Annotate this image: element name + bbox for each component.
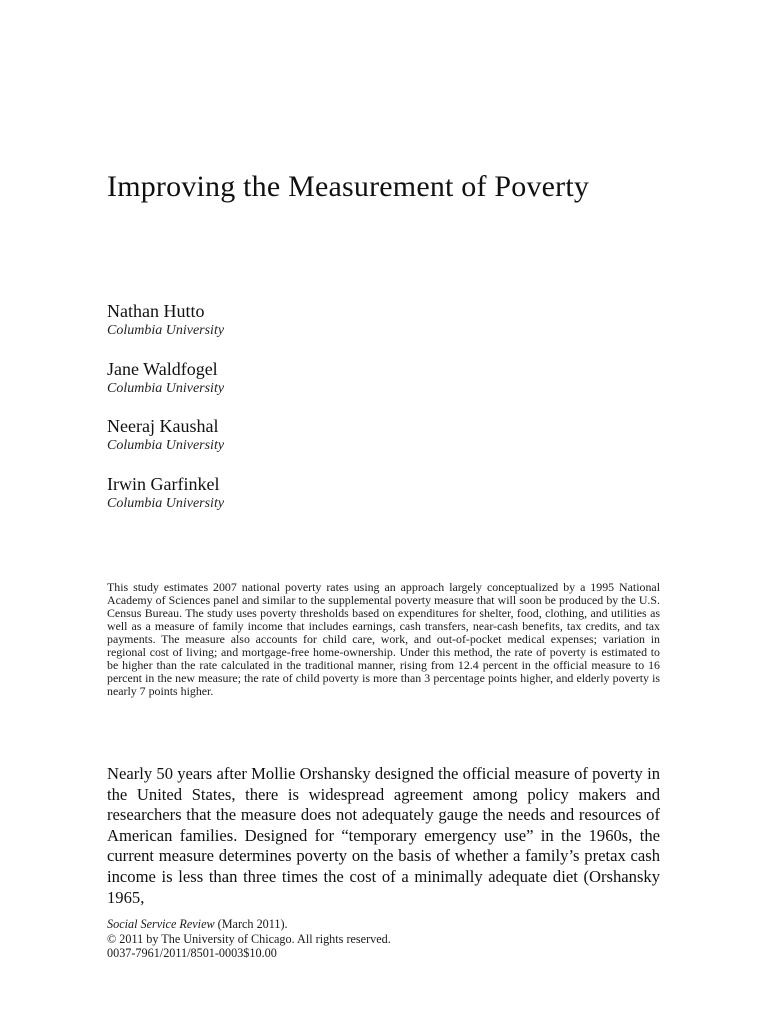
author-entry xyxy=(107,416,660,474)
author-name: Irwin Garfinkel xyxy=(107,473,220,494)
footer-citation xyxy=(107,917,660,961)
journal-name: Social Service Review xyxy=(107,917,215,931)
journal-issue: (March 2011). xyxy=(214,917,288,931)
author-affiliation: Columbia University xyxy=(107,438,225,453)
body-paragraph: Nearly 50 years after Mollie Orshansky designed the official measure of poverty in the United States, there is widespread agreement among policy makers and researchers that the measure does not adequately gauge the needs and resources of American families. Designed for “temporary emergency use” in the 1960s, the current measure determines poverty on the basis of whether a family’s pretax cash income is less than three times the cost of a minimally adequate diet (Orshansky 1965, xyxy=(107,764,660,907)
author-affiliation: Columbia University xyxy=(107,323,225,338)
abstract: This study estimates 2007 national poverty rates using an approach largely conceptualized by a 1995 National Academy of Sciences panel and similar to the supplemental poverty measure that will soon be produced by the U.S. Census Bureau. The study uses poverty thresholds based on expenditures for shelter, food, clothing, and utilities as well as a measure of family income that includes earnings, cash transfers, near-cash benefits, tax credits, and tax payments. The measure also accounts for child care, work, and out-of-pocket medical expenses; variation in regional cost of living; and mortgage-free home-ownership. Under this method, the rate of poverty is estimated to be higher than the rate calculated in the traditional manner, rising from 12.4 percent in the official measure to 16 percent in the new measure; the rate of child poverty is more than 3 percentage points higher, and elderly poverty is nearly 7 points higher. xyxy=(107,580,660,698)
author-affiliation: Columbia University xyxy=(107,495,225,511)
author-entry xyxy=(107,474,660,532)
author-name: Nathan Hutto xyxy=(107,301,205,321)
article-title: Improving the Measurement of Poverty xyxy=(107,170,590,203)
author-list xyxy=(107,301,660,531)
author-name: Jane Waldfogel xyxy=(107,358,218,379)
author-name: Neeraj Kaushal xyxy=(107,416,219,436)
author-affiliation: Columbia University xyxy=(107,380,225,396)
journal-line xyxy=(107,917,660,932)
author-entry xyxy=(107,301,660,359)
article-page xyxy=(107,0,660,1024)
copyright-line: © 2011 by The University of Chicago. All rights reserved. xyxy=(107,931,391,946)
author-entry xyxy=(107,359,660,417)
article-code: 0037-7961/2011/8501-0003$10.00 xyxy=(107,946,277,960)
